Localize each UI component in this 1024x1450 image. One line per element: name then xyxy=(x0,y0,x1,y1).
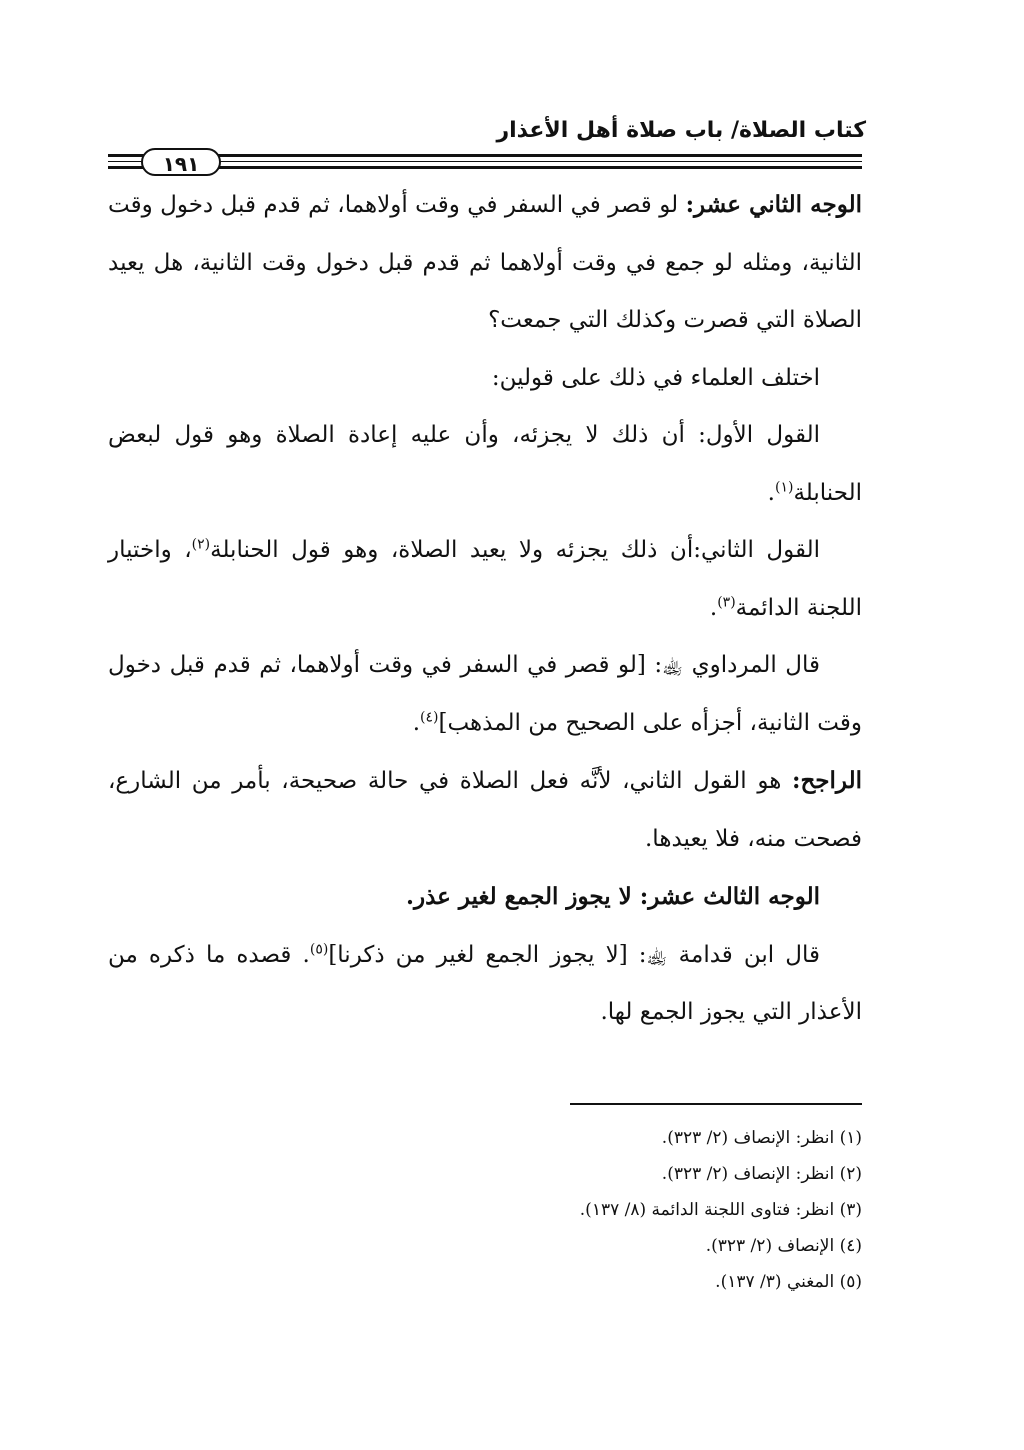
footnote-ref-1[interactable]: (١) xyxy=(774,478,794,495)
header-rule-bottom xyxy=(108,166,862,169)
paragraph-text: القول الثاني:أن ذلك يجزئه ولا يعيد الصلاة، وهو قول الحنابلة xyxy=(210,537,820,563)
paragraph-text: القول الأول: أن ذلك لا يجزئه، وأن عليه إعادة الصلاة وهو قول لبعض الحنابلة xyxy=(108,422,862,506)
paragraph-ibn-qudamah-quote xyxy=(108,927,862,1042)
footnote-ref-4[interactable]: (٤) xyxy=(420,708,439,725)
footnote-2: (٢) انظر: الإنصاف (٢/ ٣٢٣). xyxy=(661,1164,862,1184)
paragraph-end: . xyxy=(412,709,421,736)
paragraph-text: قال ابن قدامة ﵀: [لا يجوز الجمع لغير من ذكرنا] xyxy=(328,941,820,968)
paragraph-text: اختلف العلماء في ذلك على قولين: xyxy=(491,364,820,391)
paragraph-text: . قصده ما ذكره من الأعذار التي يجوز الجمع لها. xyxy=(108,941,862,1025)
paragraph-end: . xyxy=(709,594,718,621)
paragraph-preferred-view xyxy=(108,752,862,868)
page-number: ١٩١ xyxy=(141,148,221,176)
footnote-separator xyxy=(570,1103,862,1105)
footnote-ref-5[interactable]: (٥) xyxy=(309,940,329,957)
paragraph-text: لو قصر في السفر في وقت أولاهما، ثم قدم قبل دخول وقت الثانية، ومثله لو جمع في وقت أولاهما ثم قدم قبل دخول وقت الثانية، هل يعيد الصلاة التي قصرت وكذلك التي جمعت؟ xyxy=(108,192,862,333)
header-rule-top xyxy=(108,154,862,157)
footnotes-list xyxy=(162,1120,862,1300)
footnote-ref-3[interactable]: (٣) xyxy=(717,593,736,610)
paragraph-text: قال المرداوي ﵀: [لو قصر في السفر في وقت أولاهما، ثم قدم قبل دخول وقت الثانية، أجزأه على الصحيح من المذهب] xyxy=(108,652,862,736)
body-text xyxy=(108,176,862,1042)
footnote-3: (٣) انظر: فتاوى اللجنة الدائمة (٨/ ١٣٧). xyxy=(579,1200,862,1220)
paragraph-lead: الوجه الثاني عشر: xyxy=(685,191,862,218)
paragraph-text: ، واختيار اللجنة الدائمة xyxy=(108,537,862,621)
paragraph-mardawi-quote xyxy=(108,637,862,752)
running-header-title: كتاب الصلاة/ باب صلاة أهل الأعذار xyxy=(496,118,866,143)
paragraph-text: هو القول الثاني، لأنَّه فعل الصلاة في حالة صحيحة، بأمر من الشارع، فصحت منه، فلا يعيدها. xyxy=(108,768,862,852)
header-rule-middle xyxy=(108,161,862,162)
footnote-5: (٥) المغني (٣/ ١٣٧). xyxy=(715,1272,862,1292)
footnote-ref-2[interactable]: (٢) xyxy=(191,536,211,553)
footnote-1: (١) انظر: الإنصاف (٢/ ٣٢٣). xyxy=(661,1128,862,1148)
paragraph-end: . xyxy=(767,479,775,506)
paragraph-12th-aspect xyxy=(108,176,862,350)
footnote-4: (٤) الإنصاف (٢/ ٣٢٣). xyxy=(705,1236,862,1256)
paragraph-two-opinions xyxy=(108,350,862,408)
paragraph-lead: الوجه الثالث عشر: لا يجوز الجمع لغير عذر. xyxy=(405,883,820,910)
paragraph-lead: الراجح: xyxy=(791,767,862,794)
paragraph-13th-aspect xyxy=(108,868,862,927)
paragraph-second-opinion xyxy=(108,522,862,637)
paragraph-first-opinion xyxy=(108,407,862,522)
